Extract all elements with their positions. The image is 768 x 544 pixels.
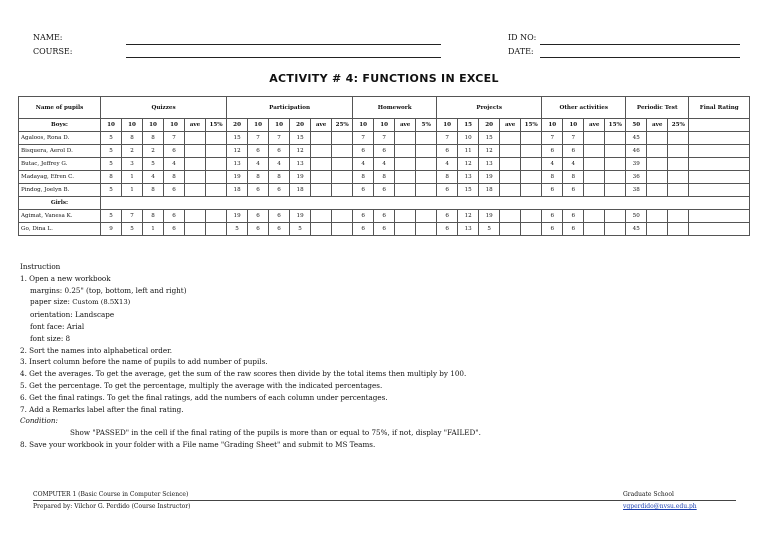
score-cell: 6 <box>164 210 185 223</box>
score-cell <box>689 171 750 184</box>
grading-table <box>18 96 750 236</box>
score-cell <box>605 171 626 184</box>
footer-course: COMPUTER 1 (Basic Course in Computer Science) <box>33 491 189 498</box>
column-subheader: 10 <box>164 119 185 132</box>
score-cell: 11 <box>458 145 479 158</box>
column-subheader: 10 <box>248 119 269 132</box>
footer-divider <box>33 500 736 501</box>
score-cell <box>206 210 227 223</box>
score-cell <box>521 171 542 184</box>
column-subheader: 20 <box>290 119 311 132</box>
column-subheader: 20 <box>227 119 248 132</box>
column-subheader <box>689 119 750 132</box>
page-title: ACTIVITY # 4: FUNCTIONS IN EXCEL <box>269 72 499 85</box>
score-cell <box>605 210 626 223</box>
score-cell <box>584 158 605 171</box>
score-cell <box>605 145 626 158</box>
score-cell: 6 <box>269 145 290 158</box>
score-cell <box>689 223 750 236</box>
score-cell <box>647 145 668 158</box>
column-subheader: 25% <box>332 119 353 132</box>
score-cell: 19 <box>479 210 500 223</box>
column-subheader: 25% <box>668 119 689 132</box>
score-cell: 15 <box>290 132 311 145</box>
score-cell: 15 <box>458 184 479 197</box>
final-rating-header: Final Rating <box>689 97 750 119</box>
score-cell <box>206 158 227 171</box>
column-subheader: 5% <box>416 119 437 132</box>
score-cell <box>332 158 353 171</box>
column-subheader: 10 <box>269 119 290 132</box>
score-cell: 8 <box>542 171 563 184</box>
score-cell: 6 <box>248 184 269 197</box>
score-cell <box>206 184 227 197</box>
score-cell: 8 <box>353 171 374 184</box>
score-cell: 38 <box>626 184 647 197</box>
date-field[interactable] <box>540 57 740 58</box>
score-cell: 5 <box>143 158 164 171</box>
table-row <box>19 223 750 236</box>
margins-setting: margins: 0.25" (top, bottom, left and right) <box>30 285 187 295</box>
score-cell <box>647 171 668 184</box>
score-cell <box>521 145 542 158</box>
score-cell: 4 <box>437 158 458 171</box>
score-cell <box>668 223 689 236</box>
score-cell <box>647 223 668 236</box>
score-cell: 6 <box>542 223 563 236</box>
score-cell <box>584 145 605 158</box>
score-cell: 3 <box>122 158 143 171</box>
score-cell: 8 <box>122 132 143 145</box>
score-cell <box>311 210 332 223</box>
score-cell: 8 <box>248 171 269 184</box>
subheader-row <box>19 119 750 132</box>
score-cell <box>500 132 521 145</box>
score-cell <box>500 158 521 171</box>
column-subheader: ave <box>500 119 521 132</box>
score-cell: 6 <box>437 210 458 223</box>
score-cell: 8 <box>563 171 584 184</box>
score-cell: 8 <box>164 171 185 184</box>
score-cell <box>395 145 416 158</box>
course-label: COURSE: <box>33 47 73 56</box>
score-cell: 6 <box>248 145 269 158</box>
score-cell: 8 <box>269 171 290 184</box>
score-cell <box>647 210 668 223</box>
girls-label-blank <box>101 197 750 210</box>
score-cell: 6 <box>248 223 269 236</box>
score-cell: 45 <box>626 223 647 236</box>
score-cell: 6 <box>269 223 290 236</box>
score-cell <box>500 210 521 223</box>
score-cell: 8 <box>437 171 458 184</box>
score-cell: 7 <box>374 132 395 145</box>
instruction-step-1: 1. Open a new workbook <box>20 273 111 283</box>
score-cell <box>185 145 206 158</box>
score-cell: 6 <box>374 184 395 197</box>
score-cell <box>416 223 437 236</box>
score-cell: 12 <box>290 145 311 158</box>
name-field[interactable] <box>126 44 441 45</box>
condition-text: Show "PASSED" in the cell if the final rating of the pupils is more than or equal to 75%, if not, display "FAILED". <box>70 428 481 438</box>
score-cell <box>689 132 750 145</box>
score-cell: 6 <box>248 210 269 223</box>
score-cell: 8 <box>143 210 164 223</box>
pupil-name: Butac, Jeffrey G. <box>19 158 101 171</box>
column-subheader: 15% <box>206 119 227 132</box>
score-cell <box>416 145 437 158</box>
score-cell: 13 <box>458 223 479 236</box>
score-cell <box>395 158 416 171</box>
table-row <box>19 210 750 223</box>
table-row <box>19 184 750 197</box>
name-header: Name of pupils <box>19 97 101 119</box>
homework-header: Homework <box>353 97 437 119</box>
score-cell: 4 <box>269 158 290 171</box>
score-cell: 6 <box>542 145 563 158</box>
score-cell: 6 <box>353 145 374 158</box>
score-cell <box>689 145 750 158</box>
footer-prepared-by: Prepared by: Vilchor G. Perdido (Course Instructor) <box>33 503 191 510</box>
score-cell: 6 <box>563 145 584 158</box>
score-cell: 12 <box>458 158 479 171</box>
score-cell <box>521 132 542 145</box>
score-cell: 6 <box>374 210 395 223</box>
score-cell <box>689 210 750 223</box>
column-subheader: 20 <box>479 119 500 132</box>
score-cell <box>395 223 416 236</box>
other-activities-header: Other activities <box>542 97 626 119</box>
score-cell <box>521 158 542 171</box>
score-cell: 2 <box>143 145 164 158</box>
pupil-name: Agaloos, Rona D. <box>19 132 101 145</box>
score-cell <box>647 132 668 145</box>
column-subheader: 50 <box>626 119 647 132</box>
score-cell <box>605 158 626 171</box>
score-cell: 19 <box>290 210 311 223</box>
score-cell: 5 <box>479 223 500 236</box>
instruction-heading: Instruction <box>20 262 61 271</box>
score-cell: 4 <box>542 158 563 171</box>
score-cell <box>500 145 521 158</box>
score-cell: 18 <box>227 184 248 197</box>
score-cell <box>521 210 542 223</box>
id-field[interactable] <box>540 44 740 45</box>
score-cell: 6 <box>437 145 458 158</box>
score-cell: 2 <box>122 145 143 158</box>
score-cell <box>332 132 353 145</box>
score-cell: 5 <box>101 145 122 158</box>
score-cell: 4 <box>143 171 164 184</box>
score-cell: 6 <box>437 223 458 236</box>
score-cell: 5 <box>101 184 122 197</box>
score-cell <box>668 145 689 158</box>
score-cell: 6 <box>374 223 395 236</box>
score-cell <box>605 132 626 145</box>
score-cell <box>332 210 353 223</box>
column-subheader: ave <box>584 119 605 132</box>
score-cell <box>647 184 668 197</box>
font-face-setting: font face: Arial <box>30 321 85 331</box>
paper-size-label: paper size: <box>30 297 70 307</box>
instruction-step-6: 6. Get the final ratings. To get the final ratings, add the numbers of each column under percentages. <box>20 392 388 402</box>
score-cell: 7 <box>164 132 185 145</box>
score-cell: 5 <box>122 223 143 236</box>
participation-header: Participation <box>227 97 353 119</box>
score-cell <box>332 184 353 197</box>
score-cell: 6 <box>353 223 374 236</box>
score-cell: 13 <box>479 158 500 171</box>
score-cell: 5 <box>101 158 122 171</box>
score-cell <box>185 210 206 223</box>
score-cell: 6 <box>269 184 290 197</box>
score-cell: 1 <box>143 223 164 236</box>
score-cell: 6 <box>164 145 185 158</box>
column-subheader: 10 <box>563 119 584 132</box>
column-subheader: 10 <box>542 119 563 132</box>
score-cell <box>521 184 542 197</box>
score-cell: 6 <box>437 184 458 197</box>
score-cell: 50 <box>626 210 647 223</box>
column-subheader: 10 <box>353 119 374 132</box>
instruction-step-7: 7. Add a Remarks label after the final rating. <box>20 404 184 414</box>
table-row <box>19 171 750 184</box>
score-cell: 6 <box>353 184 374 197</box>
score-cell: 6 <box>542 184 563 197</box>
score-cell: 6 <box>374 145 395 158</box>
footer-school: Graduate School <box>623 491 674 498</box>
score-cell <box>584 184 605 197</box>
score-cell <box>416 132 437 145</box>
score-cell <box>206 145 227 158</box>
score-cell: 7 <box>269 132 290 145</box>
name-label: NAME: <box>33 33 63 42</box>
score-cell <box>311 184 332 197</box>
score-cell: 1 <box>122 184 143 197</box>
score-cell: 6 <box>563 210 584 223</box>
score-cell <box>206 171 227 184</box>
score-cell: 7 <box>353 132 374 145</box>
column-subheader: 10 <box>437 119 458 132</box>
score-cell <box>311 223 332 236</box>
score-cell <box>185 132 206 145</box>
score-cell: 7 <box>563 132 584 145</box>
group-header-row <box>19 97 750 119</box>
score-cell <box>206 223 227 236</box>
column-subheader: 15 <box>458 119 479 132</box>
score-cell <box>332 171 353 184</box>
score-cell: 4 <box>563 158 584 171</box>
score-cell <box>332 223 353 236</box>
score-cell: 10 <box>458 132 479 145</box>
score-cell: 8 <box>143 132 164 145</box>
score-cell: 19 <box>290 171 311 184</box>
score-cell <box>668 171 689 184</box>
column-subheader: 10 <box>122 119 143 132</box>
table-row <box>19 145 750 158</box>
score-cell <box>605 184 626 197</box>
score-cell: 4 <box>164 158 185 171</box>
instructions <box>20 261 481 451</box>
score-cell <box>584 210 605 223</box>
score-cell: 18 <box>479 184 500 197</box>
column-subheader: 10 <box>374 119 395 132</box>
score-cell <box>395 184 416 197</box>
score-cell: 12 <box>227 145 248 158</box>
instruction-step-4: 4. Get the averages. To get the average, get the sum of the raw scores then divide by the total items then multiply by 100. <box>20 369 467 379</box>
score-cell <box>584 171 605 184</box>
score-cell: 6 <box>563 223 584 236</box>
column-subheader: ave <box>185 119 206 132</box>
column-subheader: 15% <box>605 119 626 132</box>
table-row <box>19 158 750 171</box>
column-subheader: 10 <box>101 119 122 132</box>
score-cell: 6 <box>269 210 290 223</box>
score-cell <box>395 171 416 184</box>
score-cell: 15 <box>227 132 248 145</box>
score-cell: 4 <box>248 158 269 171</box>
periodic-test-header: Periodic Test <box>626 97 689 119</box>
id-label: ID NO: <box>508 33 537 42</box>
score-cell <box>395 132 416 145</box>
score-cell <box>185 171 206 184</box>
column-subheader: ave <box>395 119 416 132</box>
column-subheader: ave <box>647 119 668 132</box>
score-cell <box>668 158 689 171</box>
score-cell: 46 <box>626 145 647 158</box>
score-cell: 7 <box>122 210 143 223</box>
score-cell: 5 <box>101 132 122 145</box>
score-cell: 5 <box>101 210 122 223</box>
score-cell <box>185 158 206 171</box>
score-cell: 13 <box>458 171 479 184</box>
score-cell <box>500 184 521 197</box>
score-cell <box>416 158 437 171</box>
score-cell: 13 <box>290 158 311 171</box>
score-cell: 12 <box>479 145 500 158</box>
score-cell: 5 <box>227 223 248 236</box>
score-cell <box>185 184 206 197</box>
score-cell: 13 <box>227 158 248 171</box>
score-cell: 6 <box>353 210 374 223</box>
instruction-step-2: 2. Sort the names into alphabetical order. <box>20 345 173 355</box>
pupil-name: Pindog, Joelyn B. <box>19 184 101 197</box>
score-cell: 36 <box>626 171 647 184</box>
score-cell: 19 <box>479 171 500 184</box>
pupil-name: Agimat, Vanesa K. <box>19 210 101 223</box>
instruction-step-8: 8. Save your workbook in your folder with a File name "Grading Sheet" and submit to MS Teams. <box>20 439 376 449</box>
score-cell: 7 <box>437 132 458 145</box>
score-cell: 8 <box>101 171 122 184</box>
score-cell: 7 <box>248 132 269 145</box>
score-cell <box>311 132 332 145</box>
instruction-step-5: 5. Get the percentage. To get the percentage, multiply the average with the indicated percentages. <box>20 380 383 390</box>
score-cell: 1 <box>122 171 143 184</box>
score-cell: 4 <box>353 158 374 171</box>
score-cell: 8 <box>374 171 395 184</box>
score-cell <box>185 223 206 236</box>
orientation-setting: orientation: Landscape <box>30 310 115 320</box>
score-cell: 39 <box>626 158 647 171</box>
girls-label: Girls: <box>19 197 101 210</box>
score-cell <box>395 210 416 223</box>
score-cell: 9 <box>101 223 122 236</box>
score-cell <box>668 210 689 223</box>
score-cell: 6 <box>164 184 185 197</box>
score-cell <box>689 184 750 197</box>
score-cell: 4 <box>374 158 395 171</box>
quizzes-header: Quizzes <box>101 97 227 119</box>
condition-label: Condition: <box>20 416 58 426</box>
date-label: DATE: <box>508 47 534 56</box>
pupil-name: Go, Dina L. <box>19 223 101 236</box>
course-field[interactable] <box>126 57 441 58</box>
score-cell: 19 <box>227 210 248 223</box>
score-cell <box>584 223 605 236</box>
score-cell <box>416 171 437 184</box>
score-cell <box>668 132 689 145</box>
score-cell: 8 <box>143 184 164 197</box>
score-cell: 7 <box>542 132 563 145</box>
score-cell <box>689 158 750 171</box>
font-size-setting: font size: 8 <box>30 333 71 343</box>
score-cell: 5 <box>290 223 311 236</box>
table-row <box>19 132 750 145</box>
score-cell: 45 <box>626 132 647 145</box>
score-cell: 12 <box>458 210 479 223</box>
paper-size-value: Custom (8.5X13) <box>72 298 131 307</box>
footer-email-link[interactable]: vgperdido@nvsu.edu.ph <box>623 503 697 510</box>
score-cell: 19 <box>227 171 248 184</box>
score-cell <box>584 132 605 145</box>
score-cell: 6 <box>542 210 563 223</box>
score-cell <box>311 145 332 158</box>
column-subheader: 10 <box>143 119 164 132</box>
projects-header: Projects <box>437 97 542 119</box>
score-cell <box>311 158 332 171</box>
boys-label: Boys: <box>19 119 101 132</box>
girls-label-row <box>19 197 750 210</box>
score-cell <box>647 158 668 171</box>
pupil-name: Madayag, Efren C. <box>19 171 101 184</box>
score-cell <box>605 223 626 236</box>
score-cell: 6 <box>563 184 584 197</box>
score-cell <box>500 171 521 184</box>
score-cell: 6 <box>164 223 185 236</box>
score-cell <box>416 184 437 197</box>
score-cell <box>500 223 521 236</box>
score-cell <box>332 145 353 158</box>
score-cell: 15 <box>479 132 500 145</box>
column-subheader: 15% <box>521 119 542 132</box>
score-cell <box>521 223 542 236</box>
score-cell <box>416 210 437 223</box>
score-cell: 18 <box>290 184 311 197</box>
score-cell <box>206 132 227 145</box>
instruction-step-3: 3. Insert column before the name of pupils to add number of pupils. <box>20 357 268 367</box>
score-cell <box>311 171 332 184</box>
score-cell <box>668 184 689 197</box>
paper-size-setting <box>20 296 481 309</box>
pupil-name: Bisquera, Aerol D. <box>19 145 101 158</box>
column-subheader: ave <box>311 119 332 132</box>
